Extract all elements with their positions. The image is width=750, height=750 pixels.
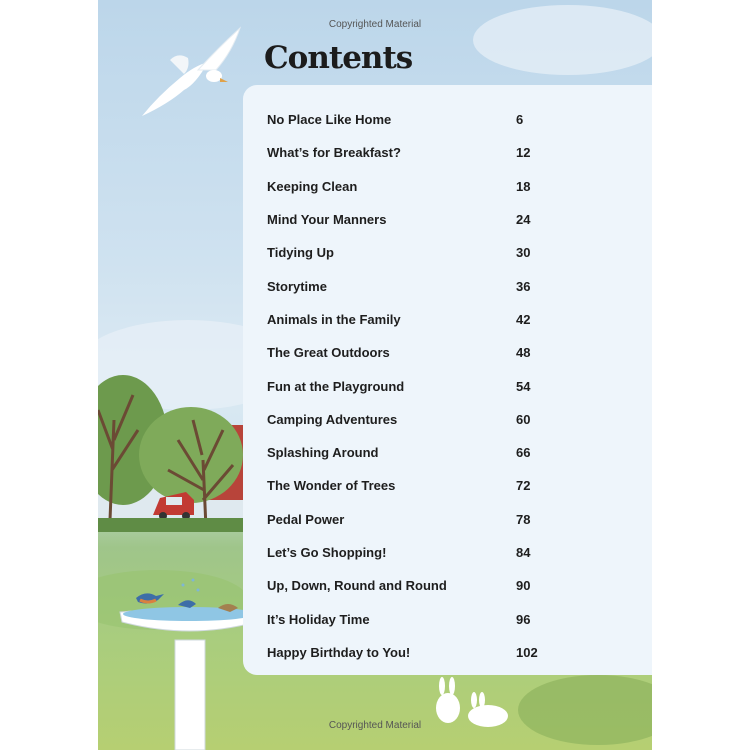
toc-entry[interactable] [267,469,627,502]
toc-entry-page-number: 66 [516,445,531,461]
toc-entry-page-number: 18 [516,178,531,194]
toc-entry[interactable] [267,336,627,369]
toc-entry-title: It’s Holiday Time [267,611,370,627]
toc-entry-title: Pedal Power [267,511,345,527]
toc-entry-title: The Wonder of Trees [267,478,396,494]
toc-entry-page-number: 36 [516,278,531,294]
toc-entry-page-number: 84 [516,545,531,560]
toc-entry-page-number: 12 [516,145,531,161]
toc-entry[interactable] [267,103,627,136]
toc-entry-title: Storytime [267,278,327,294]
toc-entry-title: Up, Down, Round and Round [267,578,447,594]
toc-entry[interactable] [267,403,627,436]
tree-foliage [139,407,243,503]
toc-entry[interactable] [267,236,627,269]
toc-list [267,103,627,669]
toc-entry-page-number: 78 [516,511,531,527]
toc-entry[interactable] [267,136,627,169]
toc-entry-title: Fun at the Playground [267,378,405,394]
toc-entry-title: No Place Like Home [267,112,392,128]
toc-entry-title: What’s for Breakfast? [267,145,401,161]
toc-entry-title: Tidying Up [267,245,334,261]
toc-entry[interactable] [267,369,627,402]
toc-entry-page-number: 96 [516,611,531,627]
toc-entry[interactable] [267,170,627,203]
book-page [98,0,652,750]
toc-entry-title: Let’s Go Shopping! [267,545,387,560]
toc-entry[interactable] [267,203,627,236]
toc-entry[interactable] [267,503,627,536]
toc-entry[interactable] [267,569,627,602]
toc-panel [243,85,652,675]
toc-entry-title: Camping Adventures [267,411,398,427]
grass-patch [518,675,652,745]
toc-entry-page-number: 102 [516,644,538,660]
toc-entry[interactable] [267,436,627,469]
toc-entry-page-number: 6 [516,112,524,128]
cloud [473,5,652,75]
hedge [98,518,243,532]
toc-entry-title: Splashing Around [267,445,379,461]
toc-entry-page-number: 42 [516,311,531,327]
toc-entry-page-number: 72 [516,478,531,494]
toc-entry-title: Mind Your Manners [267,212,387,228]
toc-entry[interactable] [267,636,627,669]
toc-entry[interactable] [267,303,627,336]
toc-entry-page-number: 54 [516,378,531,394]
toc-entry-title: Animals in the Family [267,311,401,327]
toc-entry[interactable] [267,269,627,302]
seagull [142,28,240,116]
toc-entry-title: The Great Outdoors [267,345,390,361]
toc-entry-page-number: 48 [516,345,531,361]
contents-title: Contents [264,40,413,76]
toc-entry-page-number: 60 [516,411,531,427]
toc-entry[interactable] [267,536,627,569]
toc-entry-page-number: 30 [516,245,531,261]
copyright-notice-top: Copyrighted Material [328,19,422,30]
copyright-notice-bottom: Copyrighted Material [328,720,422,731]
toc-entry[interactable] [267,602,627,635]
toc-entry-page-number: 24 [516,212,531,228]
toc-entry-title: Happy Birthday to You! [267,644,411,660]
toc-entry-title: Keeping Clean [267,178,358,194]
toc-entry-page-number: 90 [516,578,531,594]
